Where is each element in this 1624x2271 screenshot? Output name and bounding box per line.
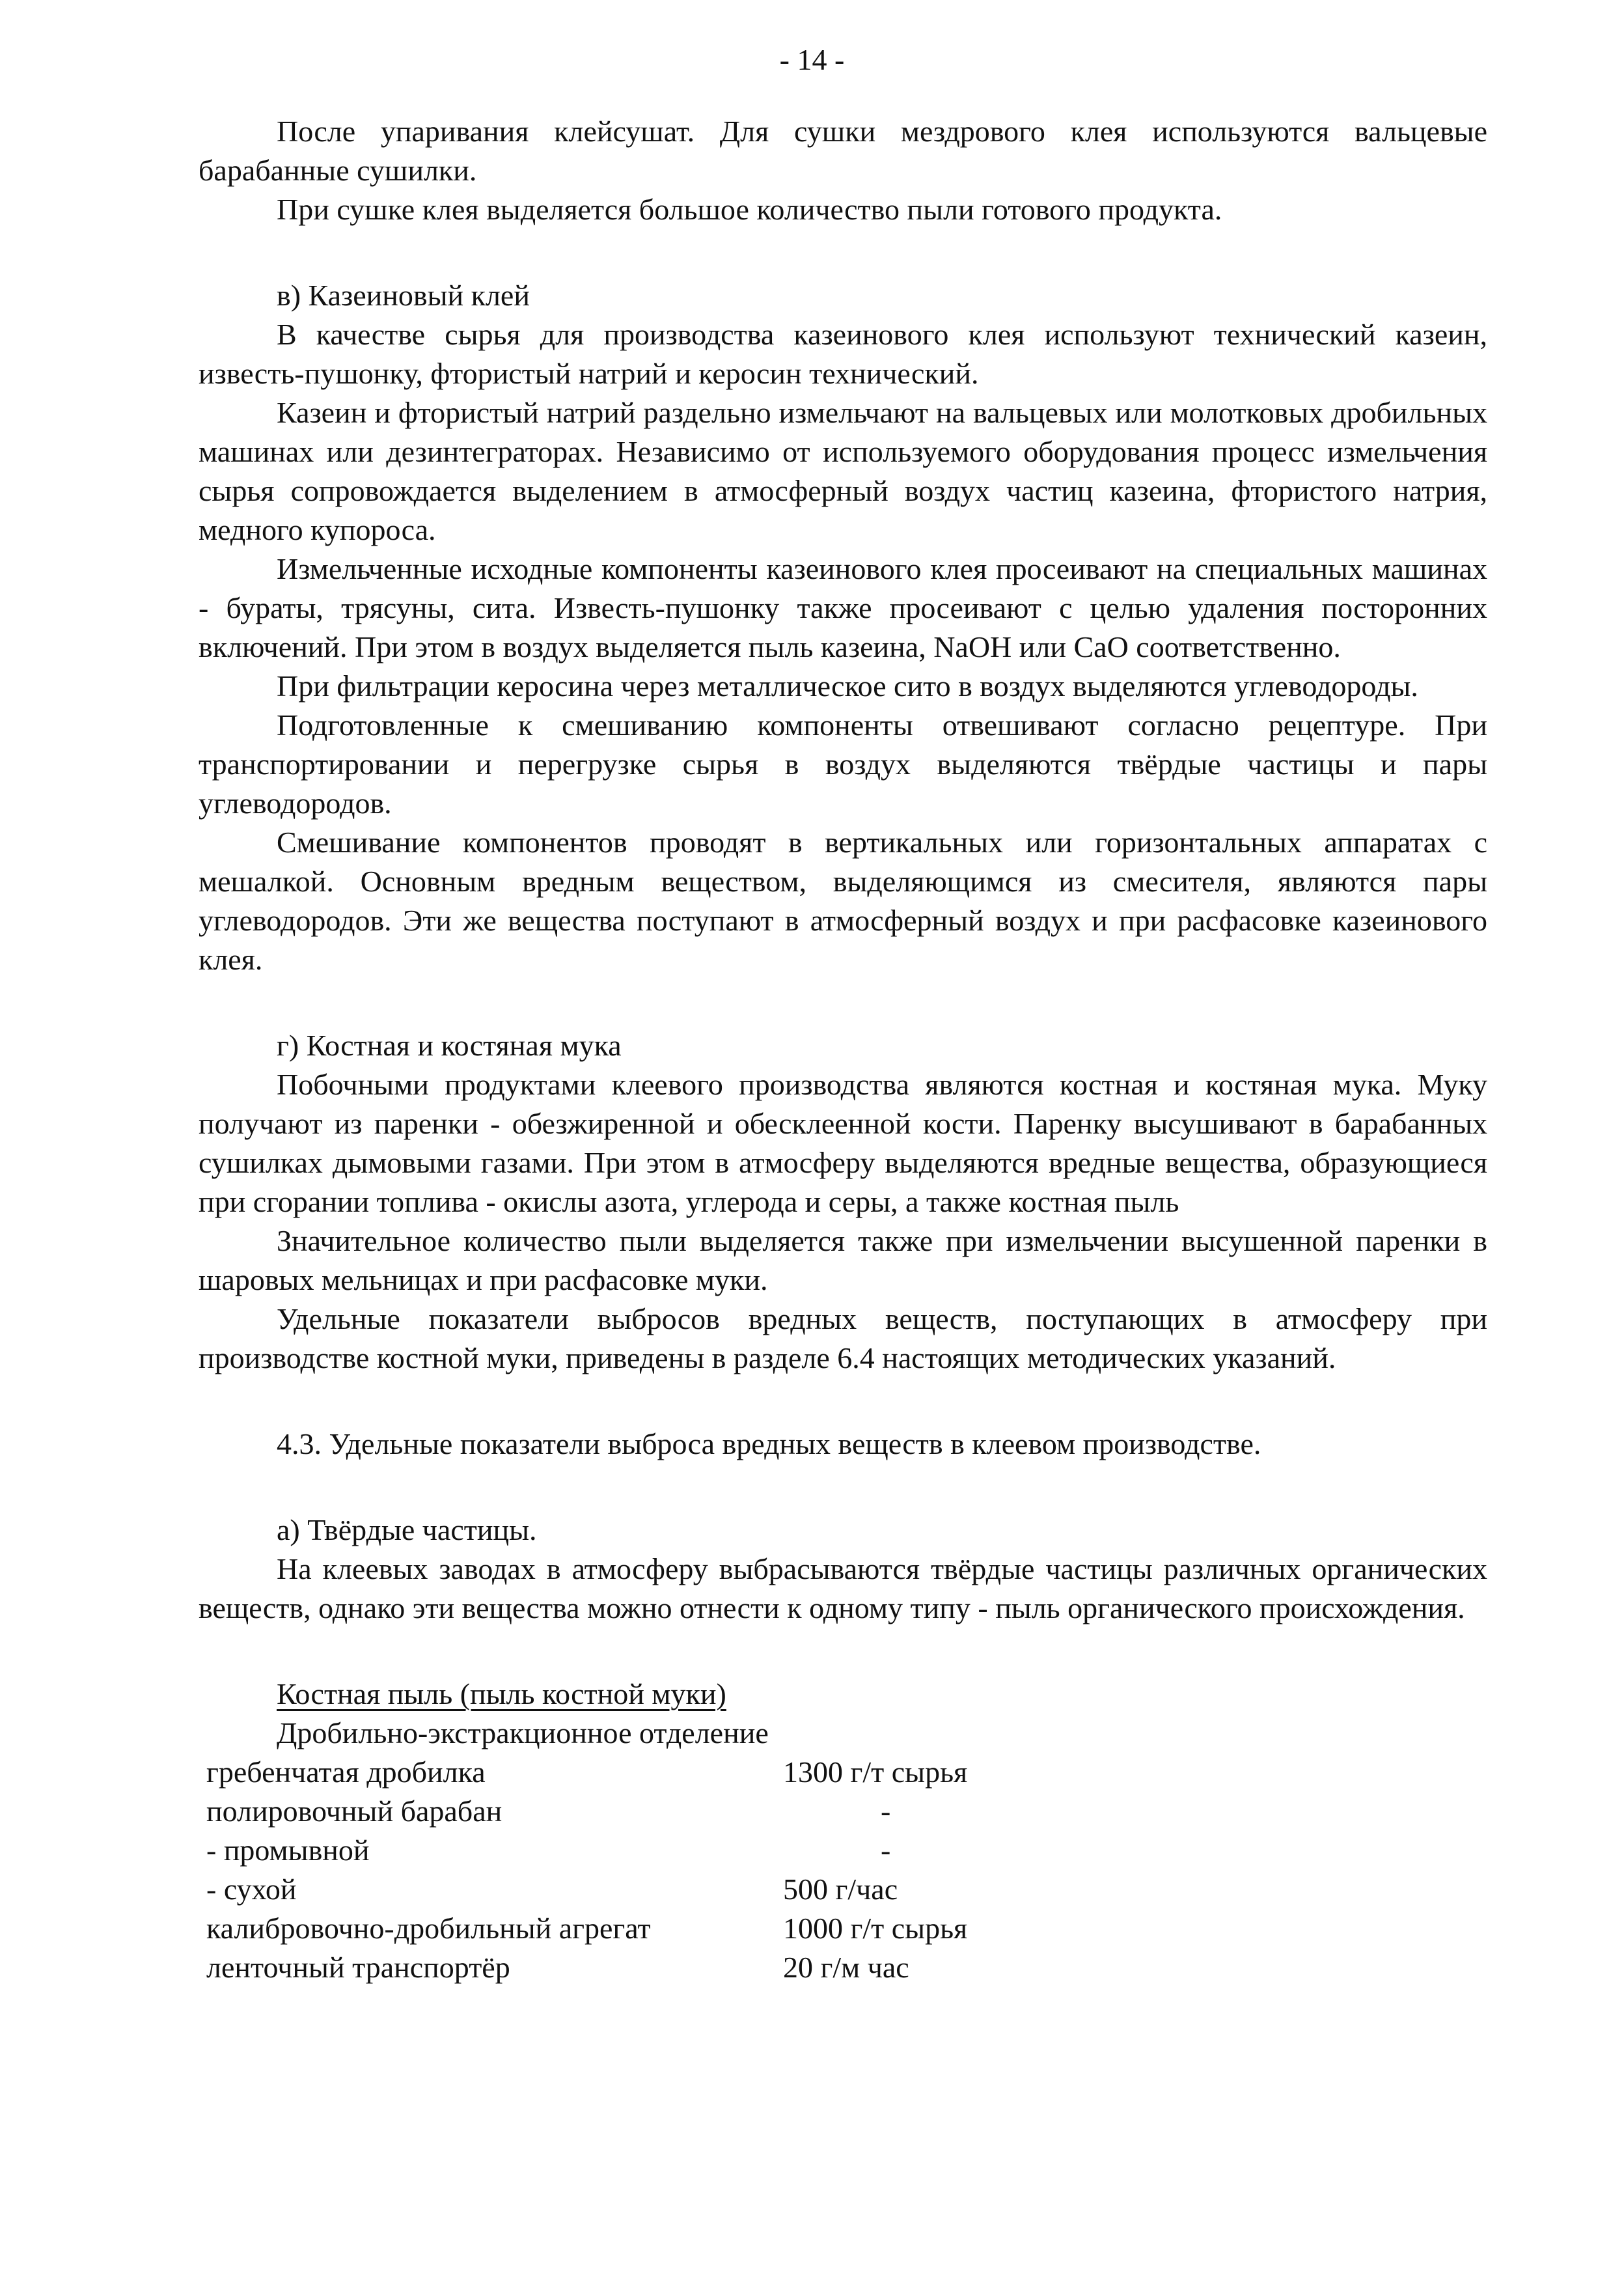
section-heading-bone: г) Костная и костяная мука	[277, 1029, 622, 1062]
spacer	[199, 1464, 1487, 1511]
bone-paragraph: Побочными продуктами клеевого производства являются костная и костяная мука. Муку получают из паренки - обезжиренной и обесклеенной кости. Паренку высушивают в барабанных сушилках дымовыми газами. При этом в атмосферу выделяются вредные вещества, образующиеся при сгорании топлива - окислы азота, углерода и серы, а также костная пыль	[199, 1068, 1487, 1218]
row-name: калибровочно-дробильный агрегат	[206, 1912, 651, 1945]
table-title-text: Костная пыль (пыль костной муки)	[277, 1677, 726, 1710]
intro-paragraph-1: После упаривания клейсушат. Для сушки мездрового клея используются вальцевые барабанные сушилки.	[199, 115, 1487, 187]
bone-paragraph: Удельные показатели выбросов вредных веществ, поступающих в атмосферу при производстве костной муки, приведены в разделе 6.4 настоящих методических указаний.	[199, 1302, 1487, 1374]
casein-paragraph: Казеин и фтористый натрий раздельно измельчают на вальцевых или молотковых дробильных машинах или дезинтеграторах. Независимо от используемого оборудования процесс измельчения сырья сопровождается выделением в атмосферный воздух частиц казеина, фтористого натрия, медного купороса.	[199, 396, 1487, 546]
spacer	[199, 229, 1487, 276]
table-row	[199, 1753, 1487, 1792]
row-value: 20 г/м час	[783, 1951, 909, 1984]
table-row	[199, 1831, 1487, 1870]
page-content	[199, 112, 1487, 1987]
casein-paragraph: Смешивание компонентов проводят в вертикальных или горизонтальных аппаратах с мешалкой. Основным вредным веществом, выделяющимся из смесителя, являются пары углеводородов. Эти же вещества поступают в атмосферный воздух и при расфасовке казеинового клея.	[199, 826, 1487, 976]
row-name: - промывной	[206, 1833, 370, 1867]
row-name: ленточный транспортёр	[206, 1951, 510, 1984]
table-row	[199, 1909, 1487, 1948]
spacer	[199, 1378, 1487, 1425]
row-name: - сухой	[206, 1873, 297, 1906]
row-name: полировочный барабан	[206, 1794, 502, 1828]
table-row	[199, 1792, 1487, 1831]
casein-paragraph: При фильтрации керосина через металлическое сито в воздух выделяются углеводороды.	[277, 669, 1418, 703]
row-name: гребенчатая дробилка	[206, 1755, 486, 1789]
casein-paragraph: В качестве сырья для производства казеинового клея используют технический казеин, известь-пушонку, фтористый натрий и керосин технический.	[199, 318, 1487, 390]
spacer	[199, 1628, 1487, 1675]
row-value: 500 г/час	[783, 1873, 898, 1906]
spacer	[199, 979, 1487, 1026]
casein-paragraph: Подготовленные к смешиванию компоненты отвешивают согласно рецептуре. При транспортировании и перегрузке сырья в воздух выделяются твёрдые частицы и пары углеводородов.	[199, 708, 1487, 820]
solids-paragraph: На клеевых заводах в атмосферу выбрасываются твёрдые частицы различных органических веществ, однако эти вещества можно отнести к одному типу - пыль органического происхождения.	[199, 1552, 1487, 1624]
row-value: 1000 г/т сырья	[783, 1912, 968, 1945]
emissions-table	[199, 1675, 1487, 1987]
intro-paragraph-2: При сушке клея выделяется большое количество пыли готового продукта.	[277, 193, 1222, 226]
casein-paragraph: Измельченные исходные компоненты казеинового клея просеивают на специальных машинах - бураты, трясуны, сита. Известь-пушонку также просеивают с целью удаления посторонних включений. При этом в воздух выделяется пыль казеина, NaOH или CaO соответственно.	[199, 552, 1487, 663]
section-heading-4-3: 4.3. Удельные показатели выброса вредных веществ в клеевом производстве.	[277, 1427, 1261, 1460]
table-row	[199, 1870, 1487, 1909]
page-number: - 14 -	[779, 43, 845, 76]
table-subtitle: Дробильно-экстракционное отделение	[277, 1716, 769, 1749]
row-value: -	[881, 1794, 891, 1828]
bone-paragraph: Значительное количество пыли выделяется также при измельчении высушенной паренки в шаровых мельницах и при расфасовке муки.	[199, 1224, 1487, 1296]
section-heading-casein: в) Казеиновый клей	[277, 279, 530, 312]
row-value: 1300 г/т сырья	[783, 1755, 968, 1789]
section-heading-solids: а) Твёрдые частицы.	[277, 1513, 537, 1546]
table-row	[199, 1948, 1487, 1987]
table-title	[199, 1675, 1487, 1714]
row-value: -	[881, 1833, 891, 1867]
